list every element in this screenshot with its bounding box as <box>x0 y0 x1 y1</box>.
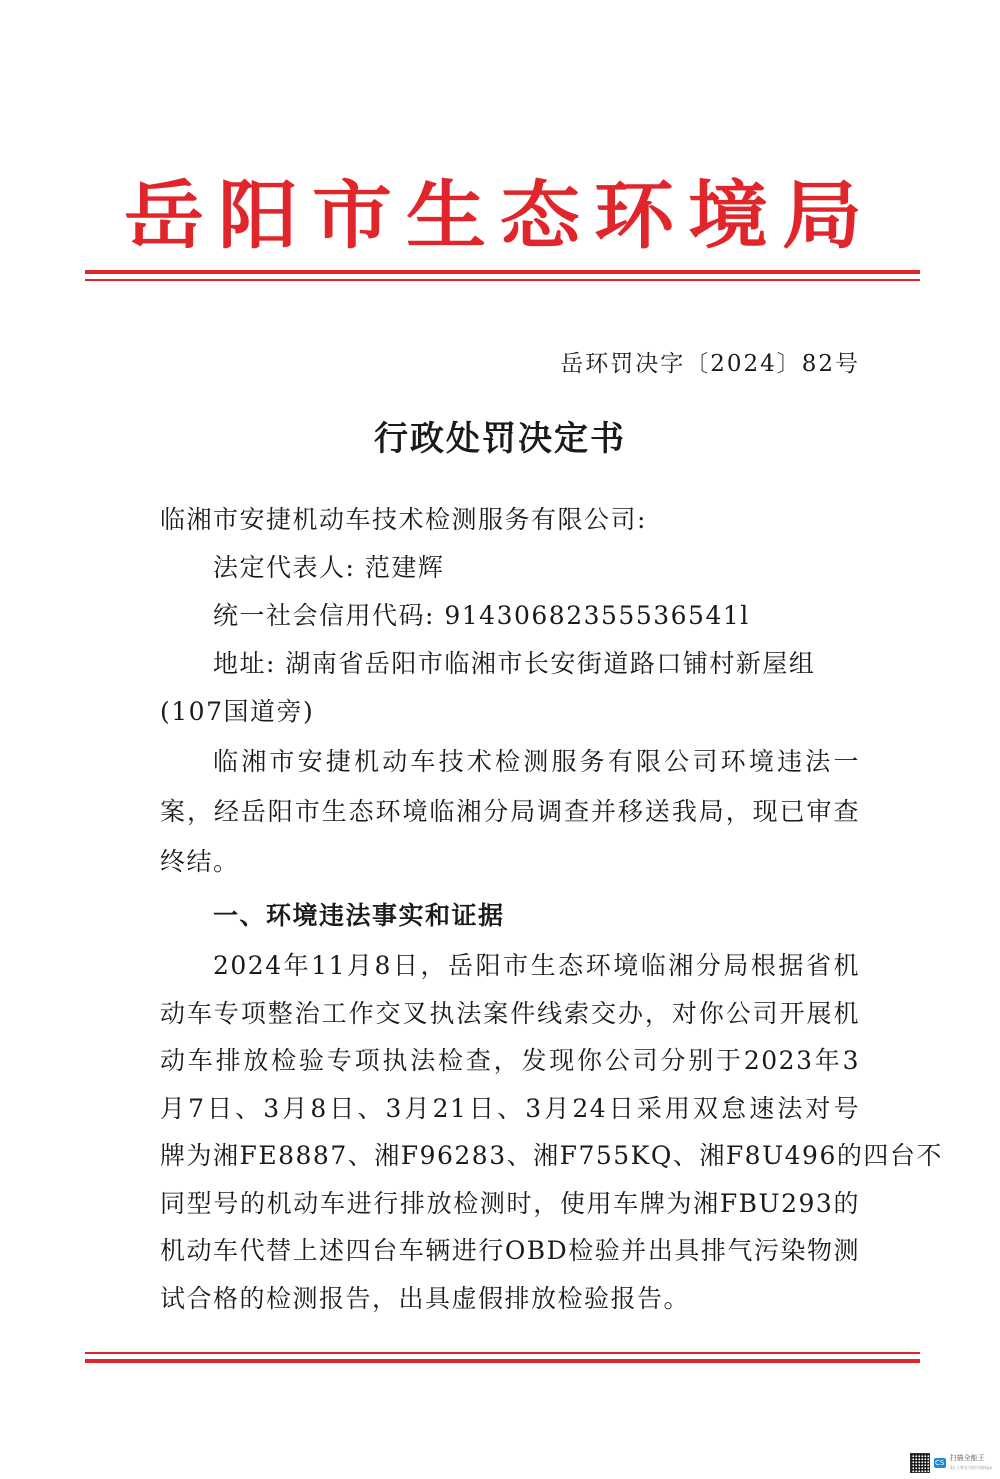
paragraph-line: 试合格的检测报告，出具虚假排放检验报告。 <box>160 1284 691 1313</box>
watermark-text: 扫描全能王 <box>949 1454 985 1462</box>
legal-representative: 法定代表人: 范建辉 <box>213 553 445 582</box>
paragraph-line: 同型号的机动车进行排放检测时，使用车牌为湘FBU293的 <box>160 1189 860 1218</box>
credit-code: 统一社会信用代码: 91430682355536541l <box>213 601 750 630</box>
paragraph-line: 机动车代替上述四台车辆进行OBD检验并出具排气污染物测 <box>160 1236 860 1265</box>
paragraph-line: 2024年11月8日，岳阳市生态环境临湘分局根据省机 <box>213 951 860 980</box>
camscanner-logo-icon: CS <box>934 1459 945 1467</box>
letterhead-rule-thin <box>85 279 920 281</box>
paragraph-line: 案，经岳阳市生态环境临湘分局调查并移送我局，现已审查 <box>160 797 860 826</box>
watermark-subtext: 3亿人都在用的扫描App <box>949 1465 992 1470</box>
letterhead-rule-thick <box>85 270 920 274</box>
document-title: 行政处罚决定书 <box>374 419 626 459</box>
paragraph-line: 月7日、3月8日、3月21日、3月24日采用双怠速法对号 <box>160 1094 860 1123</box>
paragraph-line: 动车排放检验专项执法检查，发现你公司分别于2023年3 <box>160 1046 860 1075</box>
document-number: 岳环罚决字〔2024〕82号 <box>560 351 860 377</box>
scanner-watermark <box>910 1453 992 1473</box>
address: 地址: 湖南省岳阳市临湘市长安街道路口铺村新屋组 <box>213 649 816 678</box>
footer-rule-thin <box>85 1352 920 1354</box>
watermark-text-block <box>950 1454 992 1472</box>
paragraph-line: 临湘市安捷机动车技术检测服务有限公司环境违法一 <box>213 747 860 776</box>
paragraph-line: 牌为湘FE8887、湘F96283、湘F755KQ、湘F8U496的四台不 <box>160 1141 943 1170</box>
address-continued: (107国道旁) <box>160 697 315 726</box>
section-heading: 一、环境违法事实和证据 <box>213 901 505 930</box>
qr-code-icon <box>910 1453 930 1473</box>
footer-rule-thick <box>85 1359 920 1363</box>
paragraph-line: 动车专项整治工作交叉执法案件线索交办，对你公司开展机 <box>160 999 860 1028</box>
agency-letterhead: 岳阳市生态环境局 <box>124 172 876 259</box>
addressee: 临湘市安捷机动车技术检测服务有限公司: <box>160 505 647 534</box>
paragraph-line: 终结。 <box>160 847 240 876</box>
